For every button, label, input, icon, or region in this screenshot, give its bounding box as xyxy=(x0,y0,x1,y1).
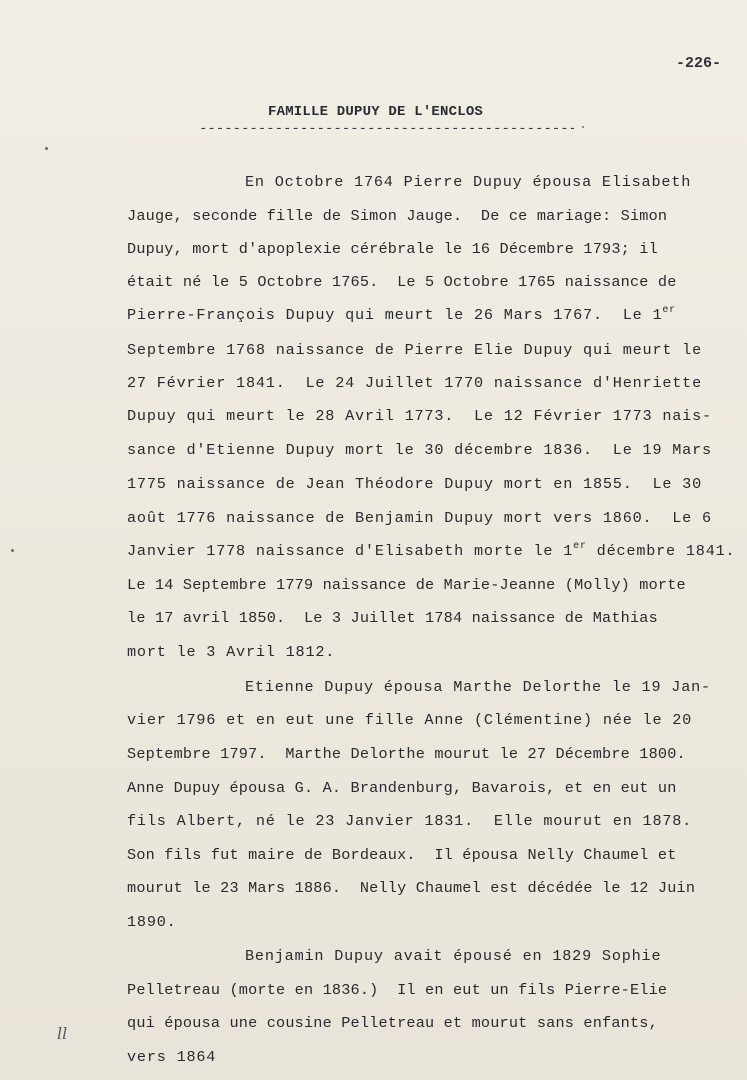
paper-speck xyxy=(11,549,14,552)
text-line xyxy=(127,541,735,561)
text-line: Dupuy, mort d'apoplexie cérébrale le 16 Décembre 1793; il xyxy=(127,240,658,258)
text-line: Septembre 1768 naissance de Pierre Elie Dupuy qui meurt le xyxy=(127,341,703,359)
text-line: vier 1796 et en eut une fille Anne (Clémentine) née le 20 xyxy=(127,711,693,729)
text-line: mort le 3 Avril 1812. xyxy=(127,643,336,661)
text-line: Son fils fut maire de Bordeaux. Il épousa Nelly Chaumel et xyxy=(127,846,677,864)
text-line: Etienne Dupuy épousa Marthe Delorthe le 19 Jan- xyxy=(245,678,711,696)
text-line: Dupuy qui meurt le 28 Avril 1773. Le 12 Février 1773 nais- xyxy=(127,407,712,425)
page-number: -226- xyxy=(676,55,722,72)
margin-note: ll xyxy=(57,1024,68,1043)
superscript: er xyxy=(662,305,676,316)
paper-speck xyxy=(582,126,584,128)
title-underline xyxy=(199,122,574,136)
text-line xyxy=(127,305,676,325)
superscript: er xyxy=(573,541,587,552)
text-line: mourut le 23 Mars 1886. Nelly Chaumel est décédée le 12 Juin xyxy=(127,879,696,897)
text-line: Pelletreau (morte en 1836.) Il en eut un fils Pierre-Elie xyxy=(127,981,668,999)
text-fragment: Pierre-François Dupuy qui meurt le 26 Mars 1767. Le 1 xyxy=(127,306,663,324)
text-line: vers 1864 xyxy=(127,1048,217,1066)
text-line: Anne Dupuy épousa G. A. Brandenburg, Bavarois, et en eut un xyxy=(127,779,677,797)
text-line: En Octobre 1764 Pierre Dupuy épousa Elisabeth xyxy=(245,173,692,191)
text-fragment: Janvier 1778 naissance d'Elisabeth morte le 1 xyxy=(127,542,574,560)
text-line: qui épousa une cousine Pelletreau et mourut sans enfants, xyxy=(127,1014,658,1032)
paper-speck xyxy=(45,147,48,150)
text-line: était né le 5 Octobre 1765. Le 5 Octobre 1765 naissance de xyxy=(127,273,677,291)
text-line: fils Albert, né le 23 Janvier 1831. Elle mourut en 1878. xyxy=(127,812,693,830)
text-line: août 1776 naissance de Benjamin Dupuy mort vers 1860. Le 6 xyxy=(127,509,712,527)
text-fragment: décembre 1841. xyxy=(586,542,736,560)
page-title: FAMILLE DUPUY DE L'ENCLOS xyxy=(268,104,484,120)
text-line: 1890. xyxy=(127,913,177,931)
text-line: Septembre 1797. Marthe Delorthe mourut le 27 Décembre 1800. xyxy=(127,745,686,763)
text-line: 27 Février 1841. Le 24 Juillet 1770 naissance d'Henriette xyxy=(127,374,703,392)
text-line: Jauge, seconde fille de Simon Jauge. De ce mariage: Simon xyxy=(127,207,668,225)
text-line: sance d'Etienne Dupuy mort le 30 décembre 1836. Le 19 Mars xyxy=(127,441,712,459)
text-line: Le 14 Septembre 1779 naissance de Marie-Jeanne (Molly) morte xyxy=(127,576,686,594)
text-line: 1775 naissance de Jean Théodore Dupuy mort en 1855. Le 30 xyxy=(127,475,703,493)
text-line: le 17 avril 1850. Le 3 Juillet 1784 naissance de Mathias xyxy=(127,609,658,627)
text-line: Benjamin Dupuy avait épousé en 1829 Sophie xyxy=(245,947,662,965)
